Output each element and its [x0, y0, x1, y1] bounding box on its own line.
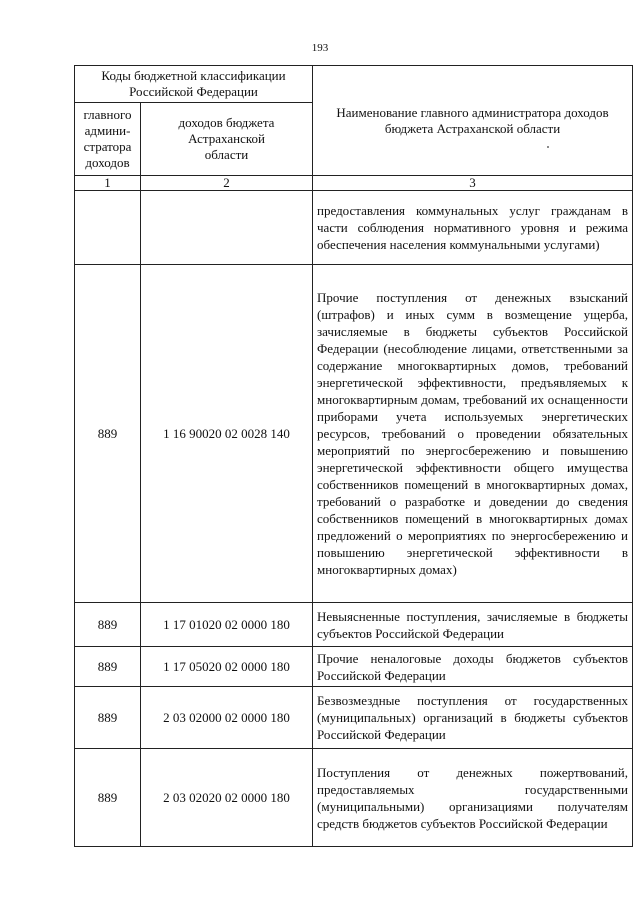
income-code: 2 03 02000 02 0000 180: [141, 687, 313, 749]
admin-code: 889: [75, 687, 141, 749]
income-code: 1 17 01020 02 0000 180: [141, 603, 313, 647]
income-code: 1 16 90020 02 0028 140: [141, 265, 313, 603]
administrator-name: Прочие поступления от денежных взысканий (штрафов) и иных сумм в возмещение ущерба, зачисляемые в бюджеты субъектов Российской Федерации (несоблюдение лицами, ответственными за содержание многоквартирных домов, требований энергетической эффективности, предъявляемых к многоквартирным домам, требований их оснащенности приборами учета используемых энергетических ресурсов, требований о проведении обязательных мероприятий по энергосбережению и повышению энергетической эффективности общего имущества собственников помещений в многоквартирных домах, требований о разработке и доведении до сведения собственников помещений в многоквартирных домах предложений о мероприятиях по энергосбережению и повышению энергетической эффективности в многоквартирных домах): [313, 265, 633, 603]
admin-code: [75, 191, 141, 265]
header-col-income: доходов бюджета Астраханской области: [141, 103, 313, 176]
table-row: [75, 265, 633, 603]
income-code: [141, 191, 313, 265]
column-number-1: 1: [75, 176, 141, 191]
administrator-name: Безвозмездные поступления от государственных (муниципальных) организаций в бюджеты субъектов Российской Федерации: [313, 687, 633, 749]
table-row: [75, 647, 633, 687]
header-group-title: Коды бюджетной классификации Российской Федерации: [75, 66, 313, 103]
header-col-admin: главного админи-стратора доходов: [75, 103, 141, 176]
column-number-3: 3: [313, 176, 633, 191]
admin-code: 889: [75, 647, 141, 687]
table-row: [75, 191, 633, 265]
column-number-row: [75, 176, 633, 191]
page-number: 193: [311, 42, 329, 54]
header-row-top: [75, 66, 633, 103]
income-code: 2 03 02020 02 0000 180: [141, 749, 313, 847]
budget-codes-table: [74, 65, 633, 847]
administrator-name: Прочие неналоговые доходы бюджетов субъектов Российской Федерации: [313, 647, 633, 687]
admin-code: 889: [75, 749, 141, 847]
table-row: [75, 603, 633, 647]
header-col-name: Наименование главного администратора доходов бюджета Астраханской области: [313, 66, 633, 176]
table-row: [75, 687, 633, 749]
scan-speck: [547, 146, 549, 148]
table-row: [75, 749, 633, 847]
column-number-2: 2: [141, 176, 313, 191]
administrator-name: Поступления от денежных пожертвований, предоставляемых государственными (муниципальными) организациями получателям средств бюджетов субъектов Российской Федерации: [313, 749, 633, 847]
admin-code: 889: [75, 265, 141, 603]
administrator-name: предоставления коммунальных услуг гражданам в части соблюдения нормативного уровня и режима обеспечения населения коммунальными услугами): [313, 191, 633, 265]
administrator-name: Невыясненные поступления, зачисляемые в бюджеты субъектов Российской Федерации: [313, 603, 633, 647]
admin-code: 889: [75, 603, 141, 647]
income-code: 1 17 05020 02 0000 180: [141, 647, 313, 687]
